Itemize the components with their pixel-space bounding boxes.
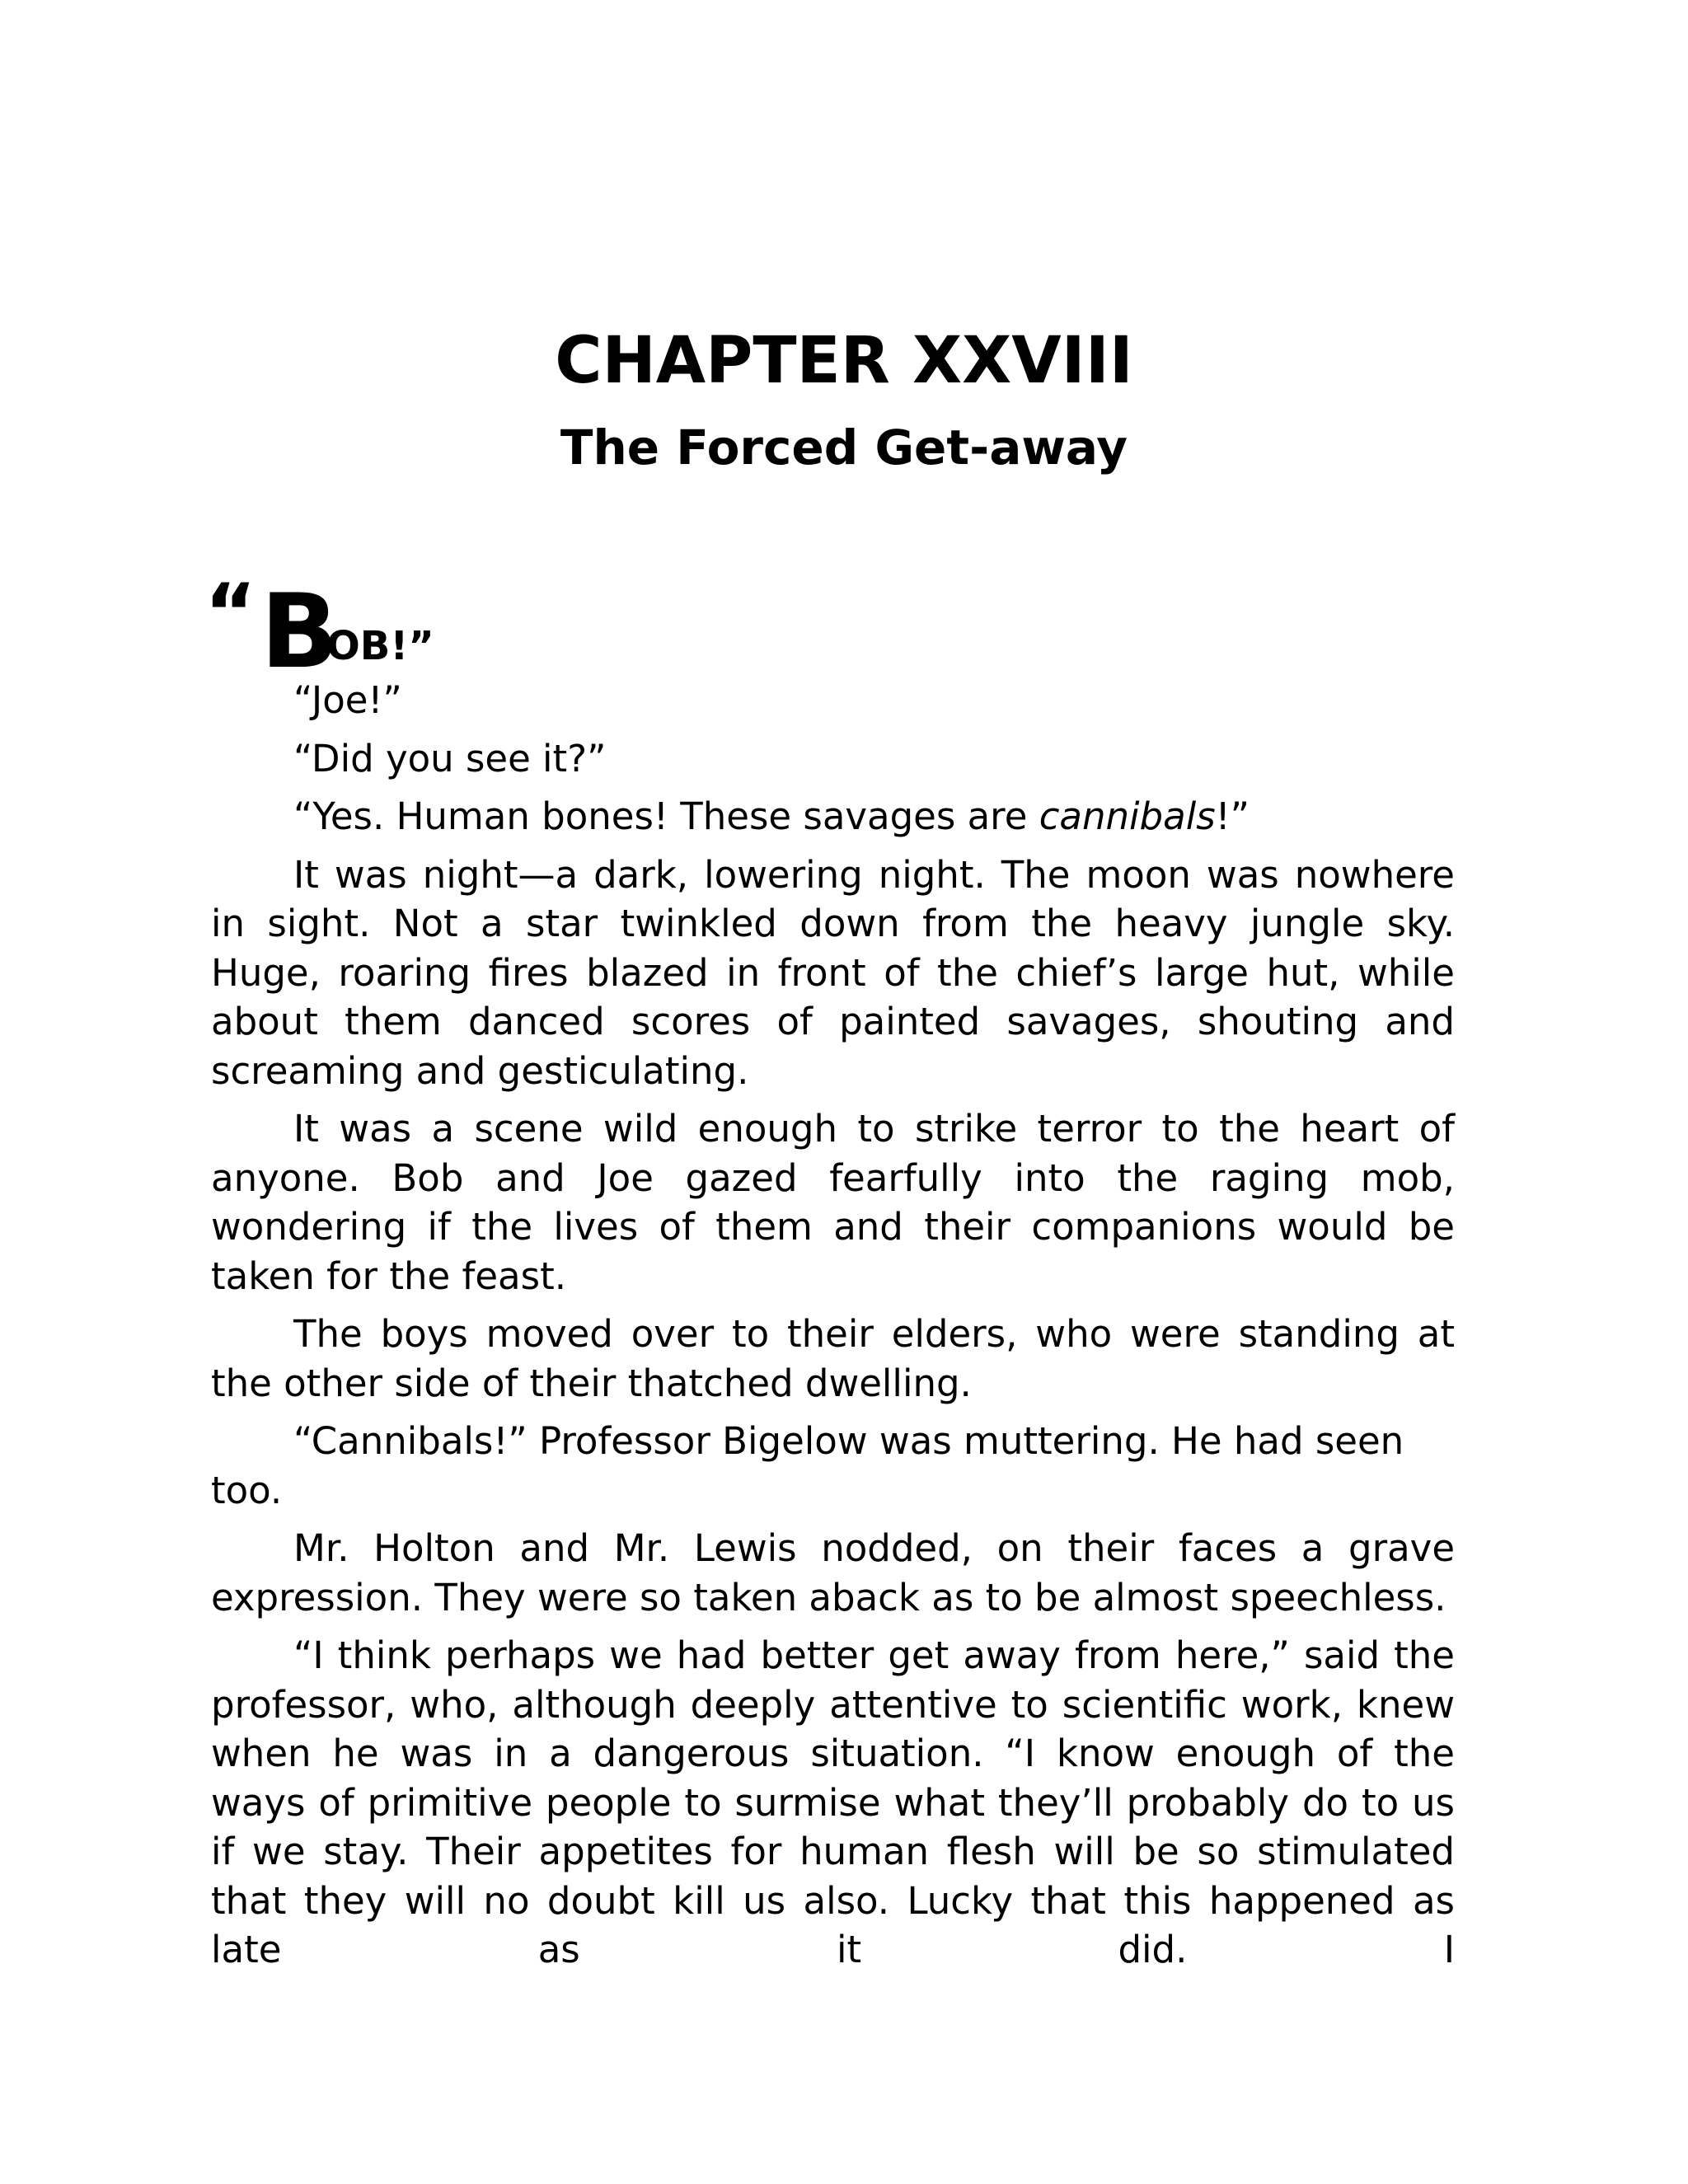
dropcap-letter: B: [260, 573, 339, 691]
paragraph-text: It was a scene wild enough to strike terror to the heart of anyone. Bob and Joe gazed fearfully into the raging mob, wondering if the lives of them and their companions would be taken for the feast.: [211, 1107, 1455, 1298]
paragraph-text: The boys moved over to their elders, who were standing at the other side of their thatched dwelling.: [211, 1312, 1455, 1405]
emphasis-text: cannibals: [1039, 794, 1216, 838]
paragraph-text: “I think perhaps we had better get away from here,” said the professor, who, although deeply attentive to scientific work, knew when he was in a dangerous situation. “I know enough of the ways of primitive people to surmise what they’ll probably do to us if we stay. Their appetites for human flesh will be so stimulated that they will no doubt kill us also. Lucky that this happened as late as it did. I: [211, 1633, 1455, 1971]
paragraph-text: “Yes. Human bones! These savages are: [293, 794, 1039, 838]
dropcap-quote-mark: “: [204, 567, 257, 659]
opening-line: [204, 567, 1455, 691]
chapter-title: The Forced Get-away: [560, 419, 1128, 476]
paragraph: [211, 851, 1455, 1096]
paragraph-text: Mr. Holton and Mr. Lewis nodded, on their faces a grave expression. They were so taken aback as to be almost speechless.: [211, 1526, 1455, 1619]
paragraph: [211, 1631, 1455, 1975]
paragraph: [211, 734, 1455, 784]
paragraph-text: “Joe!”: [293, 678, 402, 722]
paragraph-text: It was night—a dark, lowering night. The moon was nowhere in sight. Not a star twinkled down from the heavy jungle sky. Huge, roaring fires blazed in front of the chief’s large hut, while about them danced scores of painted savages, shouting and screaming and gesticulating.: [211, 852, 1455, 1093]
dropcap-rest: OB!”: [326, 623, 434, 669]
paragraph: [211, 792, 1455, 841]
chapter-number: CHAPTER XXVIII: [555, 324, 1133, 398]
paragraph: [211, 1104, 1455, 1301]
chapter-body: [204, 567, 1455, 1984]
paragraph: [211, 676, 1455, 725]
paragraph: [211, 1524, 1455, 1622]
paragraph-text: !”: [1215, 794, 1250, 838]
paragraph: [211, 1310, 1455, 1408]
paragraph-text: “Cannibals!” Professor Bigelow was muttering. He had seen too.: [211, 1419, 1404, 1512]
paragraph: [211, 1417, 1455, 1515]
paragraph-text: “Did you see it?”: [293, 736, 607, 780]
